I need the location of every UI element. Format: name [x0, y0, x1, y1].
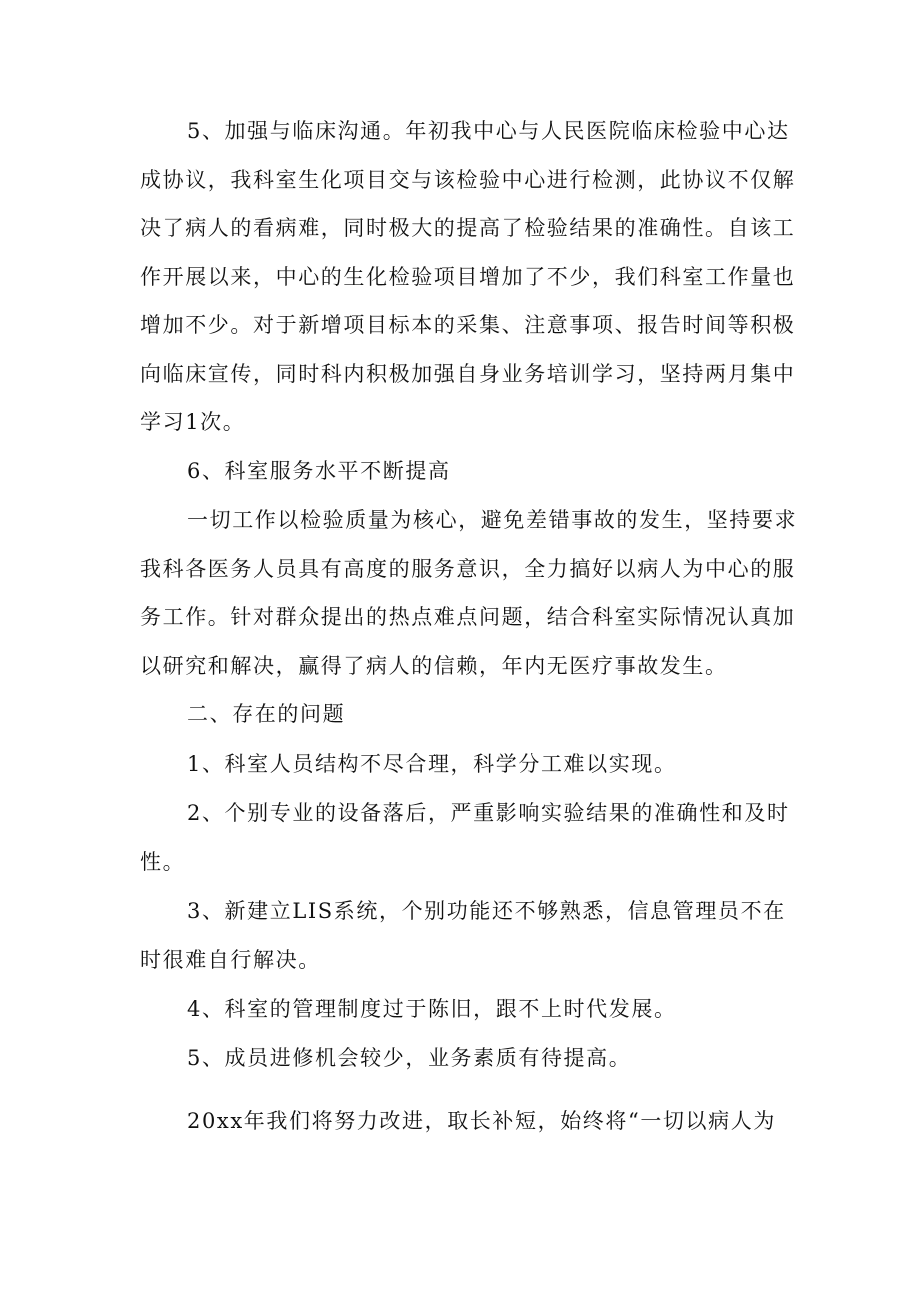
paragraph-service-quality: 一切工作以检验质量为核心，避免差错事故的发生，坚持要求我科各医务人员具有高度的服务意识，全力搞好以病人为中心的服务工作。针对群众提出的热点难点问题，结合科室实际情况认真加以研究和解决，赢得了病人的信赖，年内无医疗事故发生。 — [140, 508, 798, 678]
problem-item-1: 1、科室人员结构不尽合理，科学分工难以实现。 — [187, 752, 677, 776]
paragraph-service-heading: 6、科室服务水平不断提高 — [187, 459, 451, 483]
problem-item-3: 3、新建立LIS系统，个别功能还不够熟悉，信息管理员不在时很难自行解决。 — [140, 899, 786, 972]
problem-item-5: 5、成员进修机会较少，业务素质有待提高。 — [187, 1046, 632, 1070]
problem-item-4: 4、科室的管理制度过于陈旧，跟不上时代发展。 — [187, 997, 677, 1021]
section-heading-problems: 二、存在的问题 — [187, 702, 346, 726]
paragraph-clinical-communication: 5、加强与临床沟通。年初我中心与人民医院临床检验中心达成协议，我科室生化项目交与该检验中心进行检测，此协议不仅解决了病人的看病难，同时极大的提高了检验结果的准确性。自该工作开展以来，中心的生化检验项目增加了不少，我们科室工作量也增加不少。对于新增项目标本的采集、注意事项、报告时间等积极向临床宣传，同时科内积极加强自身业务培训学习，坚持两月集中学习1次。 — [140, 119, 796, 434]
problem-item-2: 2、个别专业的设备落后，严重影响实验结果的准确性和及时性。 — [140, 801, 790, 874]
paragraph-future-plan: 20xx年我们将努力改进，取长补短，始终将“一切以病人为 — [187, 1109, 776, 1133]
